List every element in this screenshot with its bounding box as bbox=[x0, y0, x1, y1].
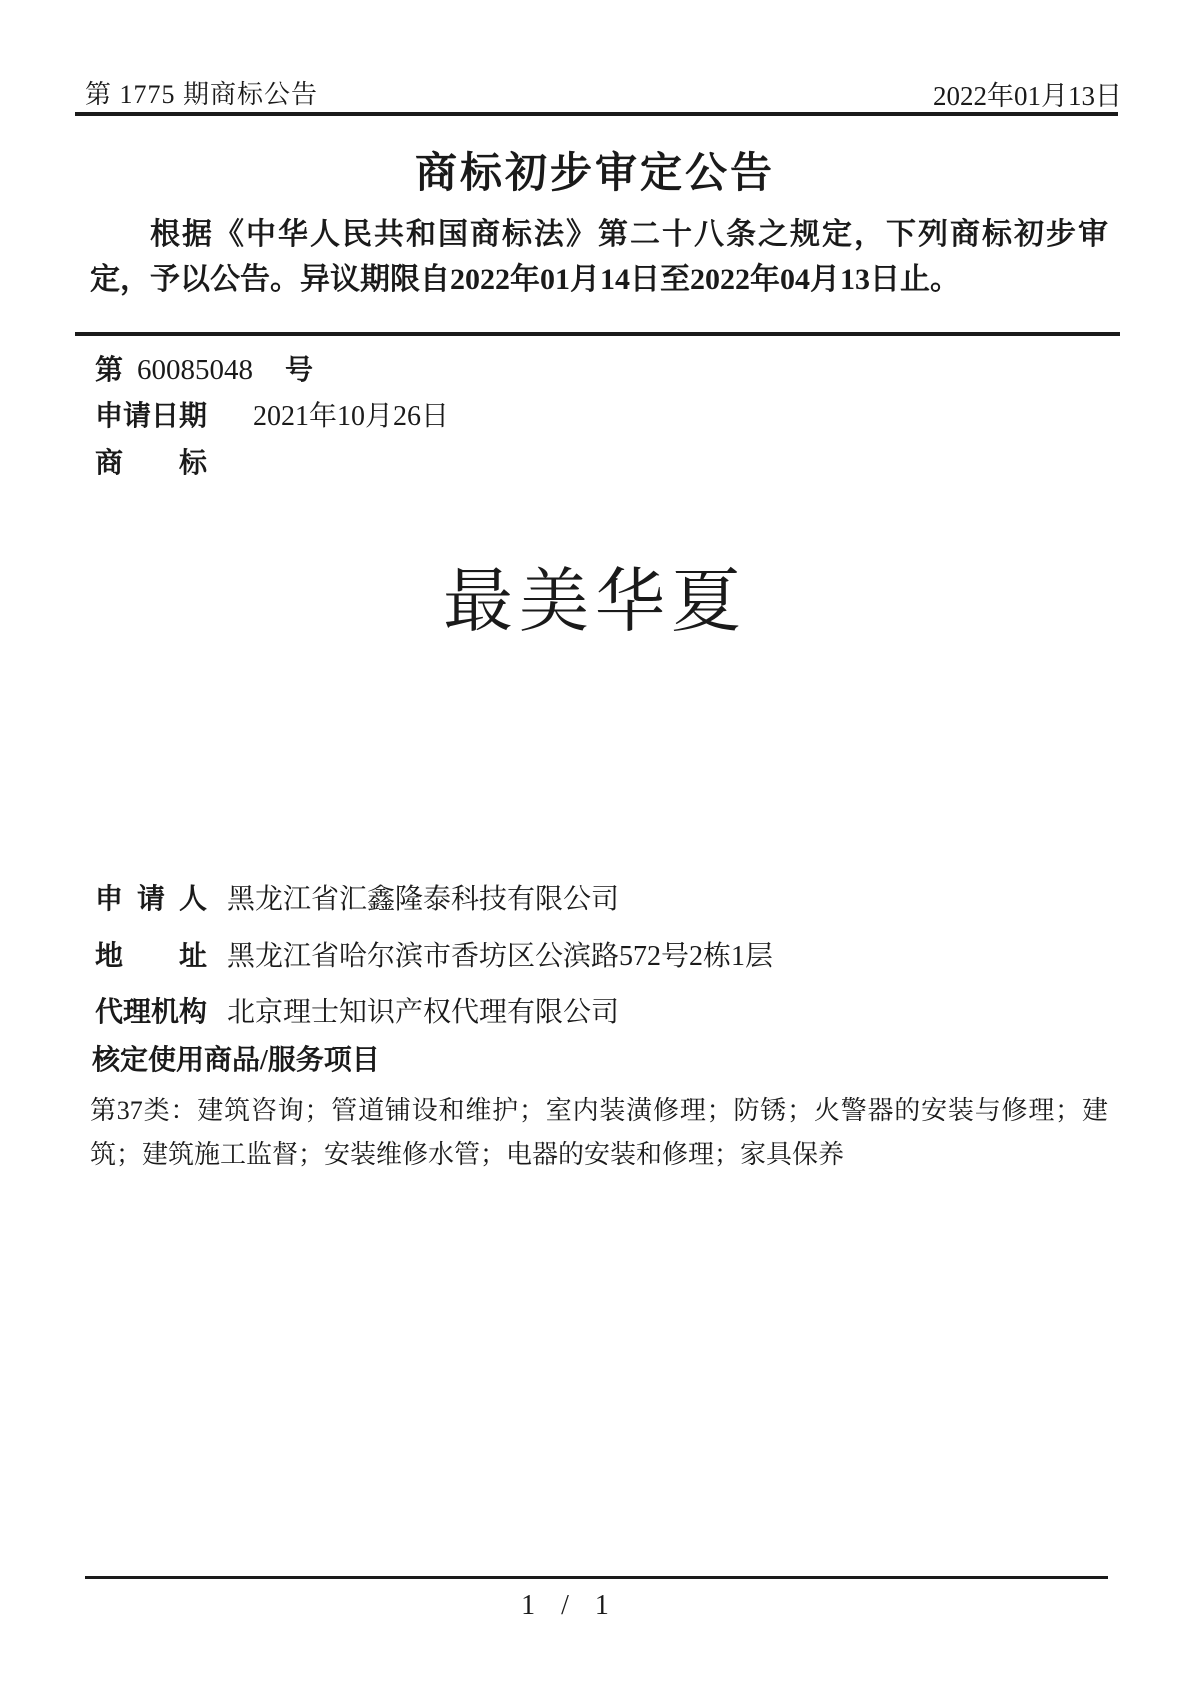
applicant-value: 黑龙江省汇鑫隆泰科技有限公司 bbox=[227, 884, 620, 915]
applicant-row bbox=[95, 877, 619, 917]
publication-date: 2022年01月13日 bbox=[933, 81, 1122, 111]
services-content: 第37类：建筑咨询；管道铺设和维护；室内装潢修理；防锈；火警器的安装与修理；建筑；建筑施工监督；安装维修水管；电器的安装和修理；家具保养 bbox=[90, 1096, 1108, 1169]
agency-row bbox=[95, 990, 619, 1030]
trademark-name: 最美华夏 bbox=[443, 564, 747, 641]
footer-rule bbox=[85, 1576, 1108, 1579]
section-rule bbox=[75, 332, 1120, 336]
trademark-label: 商标 bbox=[95, 448, 207, 479]
header-rule bbox=[75, 112, 1118, 116]
agency-label: 代理机构 bbox=[95, 997, 208, 1028]
intro-paragraph: 根据《中华人民共和国商标法》第二十八条之规定，下列商标初步审定，予以公告。异议期限自2022年01月14日至2022年04月13日止。 bbox=[90, 218, 1108, 296]
reg-number-prefix: 第 bbox=[95, 355, 124, 386]
page-separator: / bbox=[561, 1590, 569, 1621]
registration-number-row bbox=[95, 348, 313, 388]
address-label: 地址 bbox=[95, 941, 207, 972]
page-indicator bbox=[0, 1590, 1130, 1622]
total-page-number: 1 bbox=[594, 1590, 609, 1621]
application-date-row bbox=[95, 394, 449, 434]
trademark-label-row bbox=[95, 441, 207, 481]
applicant-label: 申请人 bbox=[95, 884, 207, 915]
application-date-label: 申请日期 bbox=[95, 401, 208, 432]
gazette-issue-label: 第 1775 期商标公告 bbox=[85, 80, 319, 109]
application-date-value: 2021年10月26日 bbox=[253, 401, 450, 432]
services-heading: 核定使用商品/服务项目 bbox=[92, 1045, 380, 1076]
address-row bbox=[95, 934, 773, 974]
current-page-number: 1 bbox=[521, 1590, 536, 1621]
document-title: 商标初步审定公告 bbox=[414, 151, 775, 197]
reg-number-value: 60085048 bbox=[137, 354, 254, 386]
agency-value: 北京理士知识产权代理有限公司 bbox=[227, 997, 620, 1028]
reg-number-suffix: 号 bbox=[285, 355, 314, 386]
address-value: 黑龙江省哈尔滨市香坊区公滨路572号2栋1层 bbox=[227, 941, 774, 972]
